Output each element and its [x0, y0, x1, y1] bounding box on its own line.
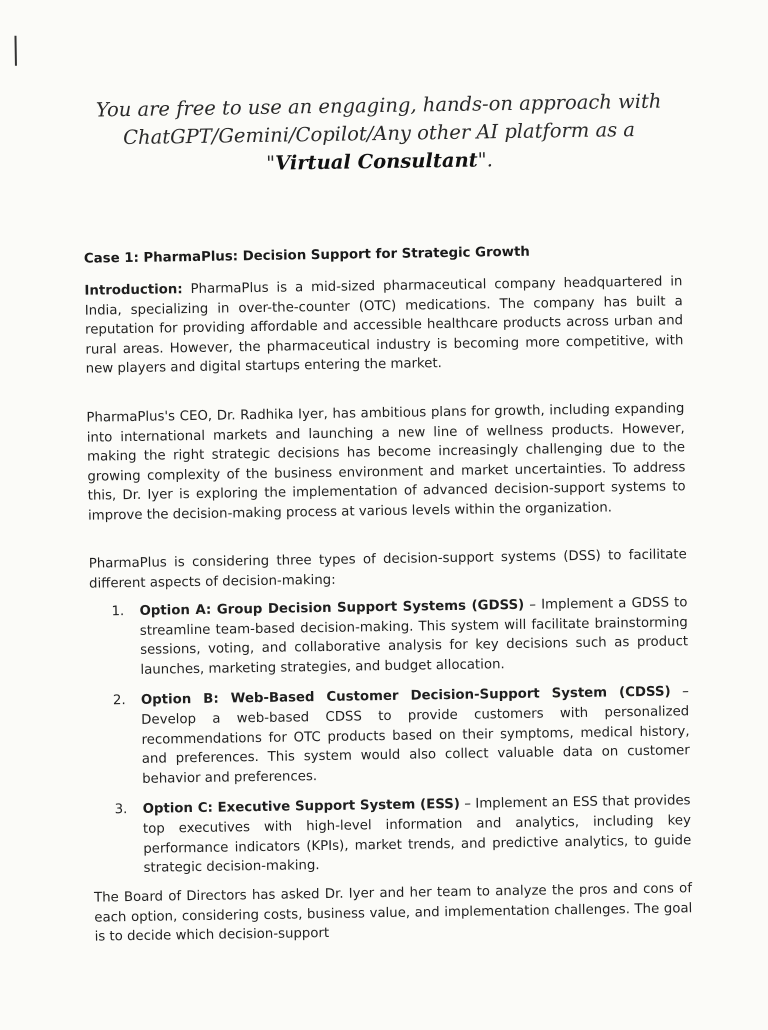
note-highlight: Virtual Consultant [274, 148, 478, 175]
dss-paragraph: PharmaPlus is considering three types of decision-support systems (DSS) to facilitate different aspects of decision-making: [88, 547, 687, 592]
options-list [111, 593, 691, 890]
option-number: 1. [111, 604, 125, 620]
board-paragraph: The Board of Directors has asked Dr. Iyer and her team to analyze the pros and cons of each option, considering costs, business value, and implementation challenges. The goal is to decide which decision-support [93, 881, 693, 945]
option-description: – Implement an ESS that provides top executives with high-level information and analytics, including key performance indicators (KPIs), market trends, and predictive analytics, to guide strategic decision-making. [142, 793, 692, 876]
option-number: 2. [112, 693, 126, 709]
note-line-2: ChatGPT/Gemini/Copilot/Any other AI platform as a [122, 118, 636, 150]
note-quote-close: ". [477, 148, 494, 172]
ceo-paragraph: PharmaPlus's CEO, Dr. Radhika Iyer, has ambitious plans for growth, including expanding into international markets and launching a new line of wellness products. However, making the right strategic decisions has become increasingly challenging due to the growing complexity of the business environment and market uncertainties. To address this, Dr. Iyer is exploring the implementation of advanced decision-support systems to improve the decision-making process at various levels within the organization. [86, 401, 686, 524]
intro-text: PharmaPlus is a mid-sized pharmaceutical company headquartered in India, specializing in over-the-counter (OTC) medications. The company has built a reputation for providing affordable and accessible healthcare products across urban and rural areas. However, the pharmaceutical industry is becoming more competitive, with new players and digital startups entering the market. [84, 274, 684, 378]
option-description: – Develop a web-based CDSS to provide customers with personalized recommendations for OTC products based on their symptoms, medical history, and preferences. This system would also collect valuable data on customer behavior and preferences. [141, 684, 690, 787]
list-item-option-a [111, 593, 688, 680]
case-title: Case 1: PharmaPlus: Decision Support for Strategic Growth [83, 244, 530, 267]
list-item-option-b [113, 683, 690, 790]
note-line-1: You are free to use an engaging, hands-on approach with [95, 89, 662, 122]
intro-paragraph [84, 272, 683, 379]
option-title: Option A: Group Decision Support Systems (GDSS) [139, 597, 525, 619]
note-quote-open: " [265, 151, 276, 175]
margin-pen-mark [14, 36, 16, 66]
intro-label: Introduction: [84, 282, 183, 299]
option-description: – Implement a GDSS to streamline team-based decision-making. This system will facilitate brainstorming sessions, voting, and collaborative analysis for key decisions such as product launches, marketing strategies, and budget allocation. [139, 595, 689, 678]
ai-consultant-note [73, 87, 684, 181]
option-title: Option C: Executive Support System (ESS) [142, 797, 461, 818]
list-item-option-c [115, 792, 692, 879]
option-number: 3. [114, 802, 128, 818]
option-title: Option B: Web-Based Customer Decision-Support System (CDSS) [140, 684, 671, 709]
